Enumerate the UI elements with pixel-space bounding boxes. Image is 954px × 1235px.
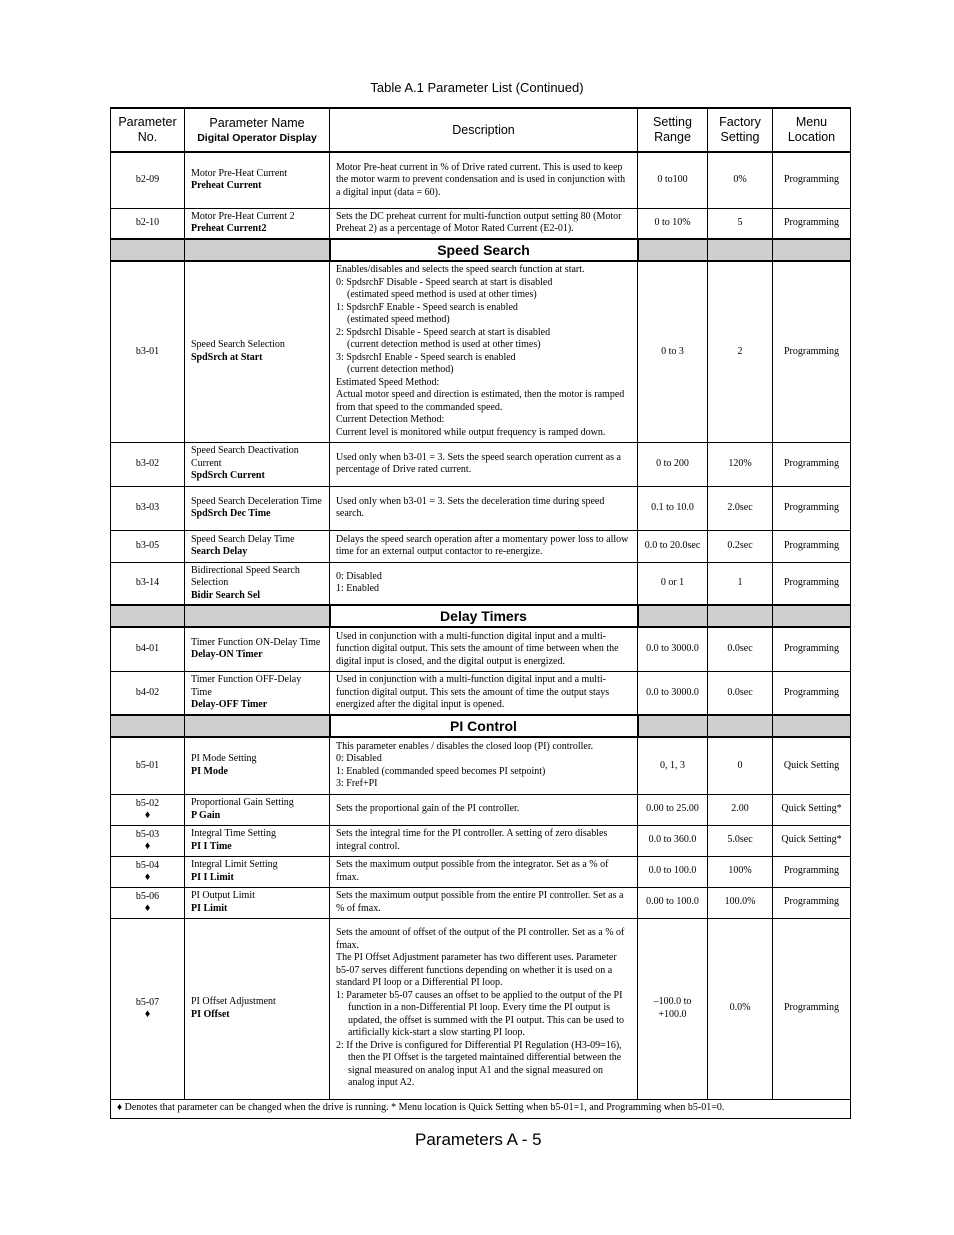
parameter-row bbox=[111, 627, 851, 671]
menu-location: Programming bbox=[773, 856, 851, 887]
parameter-description: Sets the DC preheat current for multi-function output setting 80 (Motor Preheat 2) as a percentage of Motor Rated Current (E2-01). bbox=[330, 208, 638, 239]
footnote: ♦ Denotes that parameter can be changed when the drive is running. * Menu location is Quick Setting when b5-01=1, and Programming when b5-01=0. bbox=[111, 1099, 851, 1118]
section-title-speed-search: Speed Search bbox=[330, 239, 638, 261]
parameter-row bbox=[111, 152, 851, 208]
parameter-name: PI Offset Adjustment PI Offset bbox=[185, 918, 330, 1099]
run-changeable-icon: ♦ bbox=[144, 809, 151, 822]
setting-range: 0.00 to 25.00 bbox=[638, 794, 708, 825]
factory-setting: 5 bbox=[708, 208, 773, 239]
header-setting-range: Setting Range bbox=[638, 108, 708, 152]
parameter-row bbox=[111, 918, 851, 1099]
parameter-number: b5-07 ♦ bbox=[111, 918, 185, 1099]
parameter-number: b4-01 bbox=[111, 627, 185, 671]
parameter-row bbox=[111, 442, 851, 486]
parameter-description: Used in conjunction with a multi-function digital input and a multi-function digital output. This sets the amount of time between when the digital input is closed, and the digital output is energized. bbox=[330, 627, 638, 671]
run-changeable-icon: ♦ bbox=[144, 871, 151, 884]
parameter-name: PI Output Limit PI Limit bbox=[185, 887, 330, 918]
parameter-number: b4-02 bbox=[111, 671, 185, 715]
parameter-description: Enables/disables and selects the speed search function at start. 0: SpdsrchF Disable - Speed search at start is disabled (estimated speed method is used at other times) 1: SpdsrchF Enable - Speed search is enabled (estimated speed method) 2: SpdsrchI Disable - Speed search at start is disabled (current detection method is used at other times) 3: SpdsrchI Enable - Speed search is enabled (current detection method) Estimated Speed Method: Actual motor speed and direction is estimated, then the motor is ramped from that speed to the commanded speed. Current Detection Method: Current level is monitored while output frequency is ramped down. bbox=[330, 261, 638, 442]
parameter-description: Delays the speed search operation after a momentary power loss to allow time for an external output contactor to re-energize. bbox=[330, 530, 638, 562]
setting-range: 0.1 to 10.0 bbox=[638, 486, 708, 530]
parameter-description: Motor Pre-heat current in % of Drive rated current. This is used to keep the motor warm to prevent condensation and is used in conjunction with a digital input (data = 60). bbox=[330, 152, 638, 208]
section-row-delay-timers bbox=[111, 605, 851, 627]
parameter-row bbox=[111, 794, 851, 825]
menu-location: Quick Setting bbox=[773, 737, 851, 794]
operator-display-name: PI Offset bbox=[191, 1008, 230, 1020]
parameter-row bbox=[111, 486, 851, 530]
operator-display-name: SpdSrch Dec Time bbox=[191, 508, 271, 519]
factory-setting: 100% bbox=[708, 856, 773, 887]
setting-range: 0.0 to 360.0 bbox=[638, 825, 708, 856]
factory-setting: 0 bbox=[708, 737, 773, 794]
menu-location: Programming bbox=[773, 627, 851, 671]
parameter-name: Speed Search Selection SpdSrch at Start bbox=[185, 261, 330, 442]
menu-location: Programming bbox=[773, 918, 851, 1099]
setting-range: 0 or 1 bbox=[638, 562, 708, 605]
header-parameter-no: Parameter No. bbox=[111, 108, 185, 152]
factory-setting: 100.0% bbox=[708, 887, 773, 918]
parameter-description: This parameter enables / disables the closed loop (PI) controller. 0: Disabled 1: Enabled (commanded speed becomes PI setpoint) 3: Fref+PI bbox=[330, 737, 638, 794]
menu-location: Quick Setting* bbox=[773, 825, 851, 856]
parameter-number: b2-09 bbox=[111, 152, 185, 208]
factory-setting: 120% bbox=[708, 442, 773, 486]
operator-display-name: PI I Time bbox=[191, 840, 232, 852]
header-factory-setting: Factory Setting bbox=[708, 108, 773, 152]
parameter-name: Speed Search Deactivation Current SpdSrch Current bbox=[185, 442, 330, 486]
factory-setting: 5.0sec bbox=[708, 825, 773, 856]
setting-range: 0, 1, 3 bbox=[638, 737, 708, 794]
parameter-name: Motor Pre-Heat Current 2 Preheat Current2 bbox=[185, 208, 330, 239]
parameter-name: Integral Limit Setting PI I Limit bbox=[185, 856, 330, 887]
operator-display-name: Bidir Search Sel bbox=[191, 589, 261, 601]
parameter-name: Speed Search Delay Time Search Delay bbox=[185, 530, 330, 562]
parameter-number: b5-06 ♦ bbox=[111, 887, 185, 918]
operator-display-name: PI I Limit bbox=[191, 871, 234, 883]
parameter-name: Timer Function ON-Delay Time Delay-ON Timer bbox=[185, 627, 330, 671]
factory-setting: 2.0sec bbox=[708, 486, 773, 530]
parameter-description: Sets the maximum output possible from the entire PI controller. Set as a % of fmax. bbox=[330, 887, 638, 918]
setting-range: 0.0 to 3000.0 bbox=[638, 627, 708, 671]
operator-display-name: Delay-OFF Timer bbox=[191, 699, 268, 710]
parameter-description: Sets the integral time for the PI controller. A setting of zero disables integral control. bbox=[330, 825, 638, 856]
parameter-number: b3-03 bbox=[111, 486, 185, 530]
operator-display-name: SpdSrch at Start bbox=[191, 351, 263, 363]
run-changeable-icon: ♦ bbox=[144, 840, 151, 853]
parameter-description: Used only when b3-01 = 3. Sets the deceleration time during speed search. bbox=[330, 486, 638, 530]
parameter-description: Used in conjunction with a multi-function digital input and a multi-function digital output. This sets the amount of time the output stays energized after the digital input is opened. bbox=[330, 671, 638, 715]
header-description: Description bbox=[330, 108, 638, 152]
parameter-description: Sets the proportional gain of the PI controller. bbox=[330, 794, 638, 825]
parameter-row bbox=[111, 208, 851, 239]
factory-setting: 2.00 bbox=[708, 794, 773, 825]
setting-range: 0 to 200 bbox=[638, 442, 708, 486]
parameter-number: b3-05 bbox=[111, 530, 185, 562]
setting-range: 0 to100 bbox=[638, 152, 708, 208]
factory-setting: 1 bbox=[708, 562, 773, 605]
setting-range: 0 to 10% bbox=[638, 208, 708, 239]
setting-range: 0.0 to 3000.0 bbox=[638, 671, 708, 715]
header-row bbox=[111, 108, 851, 152]
parameter-number: b5-02 ♦ bbox=[111, 794, 185, 825]
menu-location: Programming bbox=[773, 530, 851, 562]
parameter-number: b5-04 ♦ bbox=[111, 856, 185, 887]
parameter-name: Proportional Gain Setting P Gain bbox=[185, 794, 330, 825]
factory-setting: 0.2sec bbox=[708, 530, 773, 562]
run-changeable-icon: ♦ bbox=[144, 902, 151, 915]
parameter-description: 0: Disabled 1: Enabled bbox=[330, 562, 638, 605]
parameter-name: Timer Function OFF-Delay Time Delay-OFF Timer bbox=[185, 671, 330, 715]
parameter-name: Motor Pre-Heat Current Preheat Current bbox=[185, 152, 330, 208]
parameter-row bbox=[111, 887, 851, 918]
parameter-number: b2-10 bbox=[111, 208, 185, 239]
menu-location: Programming bbox=[773, 486, 851, 530]
menu-location: Programming bbox=[773, 562, 851, 605]
factory-setting: 0.0sec bbox=[708, 671, 773, 715]
menu-location: Quick Setting* bbox=[773, 794, 851, 825]
parameter-row bbox=[111, 261, 851, 442]
operator-display-name: PI Mode bbox=[191, 765, 228, 777]
parameter-number: b3-01 bbox=[111, 261, 185, 442]
parameter-name: Speed Search Deceleration Time SpdSrch Dec Time bbox=[185, 486, 330, 530]
menu-location: Programming bbox=[773, 152, 851, 208]
parameter-row bbox=[111, 737, 851, 794]
page-footer: Parameters A - 5 bbox=[415, 1130, 542, 1149]
setting-range: 0 to 3 bbox=[638, 261, 708, 442]
section-title-delay-timers: Delay Timers bbox=[330, 605, 638, 627]
parameter-description: Used only when b3-01 = 3. Sets the speed search operation current as a percentage of Drive rated current. bbox=[330, 442, 638, 486]
table-caption: Table A.1 Parameter List (Continued) bbox=[370, 80, 584, 95]
parameter-number: b3-02 bbox=[111, 442, 185, 486]
factory-setting: 0% bbox=[708, 152, 773, 208]
factory-setting: 2 bbox=[708, 261, 773, 442]
parameter-name: PI Mode Setting PI Mode bbox=[185, 737, 330, 794]
operator-display-name: Preheat Current2 bbox=[191, 223, 267, 235]
setting-range: 0.0 to 100.0 bbox=[638, 856, 708, 887]
section-title-pi-control: PI Control bbox=[330, 715, 638, 737]
menu-location: Programming bbox=[773, 442, 851, 486]
parameter-number: b5-01 bbox=[111, 737, 185, 794]
run-changeable-icon: ♦ bbox=[144, 1008, 151, 1021]
factory-setting: 0.0sec bbox=[708, 627, 773, 671]
setting-range: –100.0 to +100.0 bbox=[638, 918, 708, 1099]
setting-range: 0.0 to 20.0sec bbox=[638, 530, 708, 562]
parameter-table bbox=[110, 107, 851, 1119]
parameter-row bbox=[111, 530, 851, 562]
setting-range: 0.00 to 100.0 bbox=[638, 887, 708, 918]
operator-display-name: Preheat Current bbox=[191, 180, 262, 192]
operator-display-name: P Gain bbox=[191, 809, 221, 821]
parameter-name: Bidirectional Speed Search Selection Bidir Search Sel bbox=[185, 562, 330, 605]
operator-display-name: Delay-ON Timer bbox=[191, 649, 263, 661]
operator-display-name: PI Limit bbox=[191, 902, 228, 914]
header-menu-location: Menu Location bbox=[773, 108, 851, 152]
parameter-row bbox=[111, 856, 851, 887]
section-row-speed-search bbox=[111, 239, 851, 261]
parameter-row bbox=[111, 562, 851, 605]
menu-location: Programming bbox=[773, 887, 851, 918]
parameter-number: b3-14 bbox=[111, 562, 185, 605]
operator-display-name: Search Delay bbox=[191, 546, 248, 557]
parameter-name: Integral Time Setting PI I Time bbox=[185, 825, 330, 856]
parameter-description: Sets the maximum output possible from the integrator. Set as a % of fmax. bbox=[330, 856, 638, 887]
menu-location: Programming bbox=[773, 671, 851, 715]
parameter-description: Sets the amount of offset of the output of the PI controller. Set as a % of fmax. The PI Offset Adjustment parameter has two different uses. Parameter b5-07 serves different functions depending on whether it is used on a standard PI loop or a Differential PI loop. 1: Parameter b5-07 causes an offset to be applied to the output of the PI function in a non-Differential PI loop. Every time the PI output is updated, the offset is summed with the PI output. This can be used to artificially kick-start a slow starting PI loop. 2: If the Drive is configured for Differential PI Regulation (H3-09=16), then the PI Offset is the targeted maintained differential between the signal measured on analog input A1 and the signal measured on analog input A2. bbox=[330, 918, 638, 1099]
parameter-row bbox=[111, 671, 851, 715]
menu-location: Programming bbox=[773, 208, 851, 239]
parameter-number: b5-03 ♦ bbox=[111, 825, 185, 856]
footnote-row bbox=[111, 1099, 851, 1118]
menu-location: Programming bbox=[773, 261, 851, 442]
operator-display-name: SpdSrch Current bbox=[191, 470, 265, 482]
factory-setting: 0.0% bbox=[708, 918, 773, 1099]
parameter-row bbox=[111, 825, 851, 856]
section-row-pi-control bbox=[111, 715, 851, 737]
header-parameter-name: Parameter Name Digital Operator Display bbox=[185, 108, 330, 152]
